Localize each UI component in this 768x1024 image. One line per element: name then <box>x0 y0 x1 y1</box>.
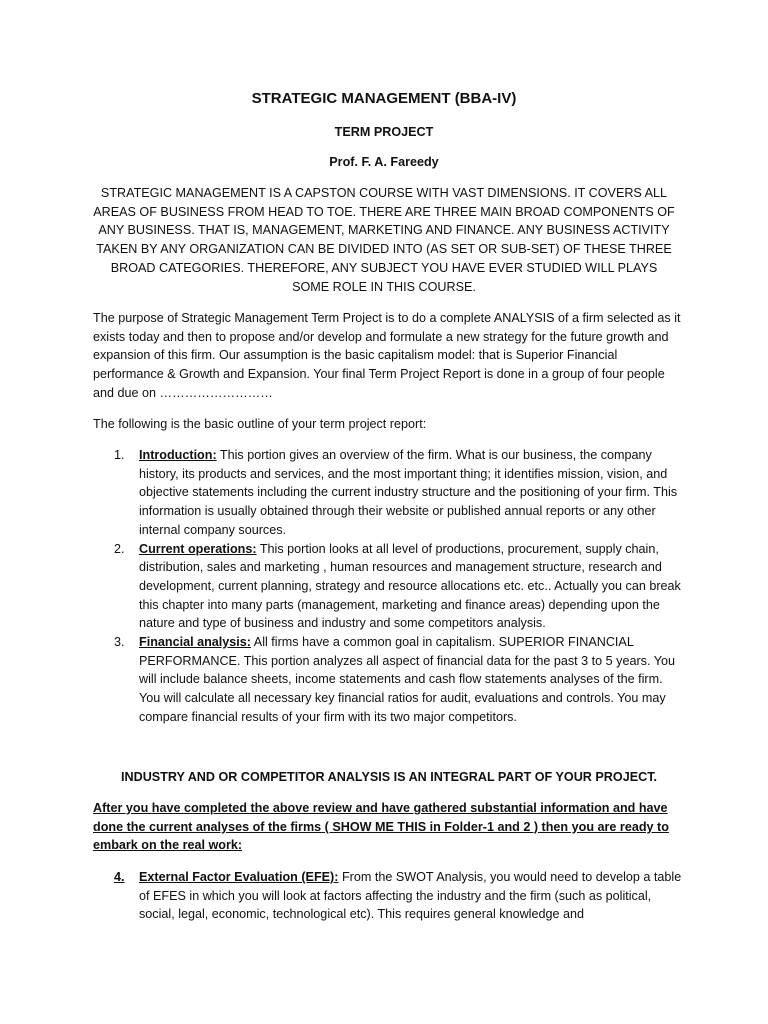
list-number: 3. <box>114 635 125 650</box>
outline-intro: The following is the basic outline of your term project report: <box>93 417 427 431</box>
document-subtitle: TERM PROJECT <box>334 125 434 139</box>
list-item <box>93 446 683 540</box>
list-text: All firms have a common goal in capitalism. SUPERIOR FINANCIAL PERFORMANCE. This portion analyzes all aspect of financial data for the past 3 to 5 years. You will include balance sheets, income statements and cash flow statements analyses of the firm. You will calculate all necessary key financial ratios for audit, evaluations and controls. You may compare financial results of your firm with its two major competitors. <box>139 635 675 724</box>
list-item <box>93 868 683 924</box>
list-term: External Factor Evaluation (EFE): <box>139 870 339 884</box>
list-number: 4. <box>114 870 125 884</box>
list-number: 2. <box>114 541 125 556</box>
list-term: Introduction: <box>139 448 217 462</box>
intro-paragraph: STRATEGIC MANAGEMENT IS A CAPSTON COURSE WITH VAST DIMENSIONS. IT COVERS ALL AREAS OF BUSINESS FROM HEAD TO TOE. THERE ARE THREE MAIN BROAD COMPONENTS OF ANY BUSINESS. THAT IS, MANAGEMENT, MARKETING AND FINANCE. ANY BUSINESS ACTIVITY TAKEN BY ANY ORGANIZATION CAN BE DIVIDED INTO (AS SET OR SUB-SET) OF THESE THREE BROAD CATEGORIES. THEREFORE, ANY SUBJECT YOU HAVE EVER STUDIED WILL PLAYS SOME ROLE IN THIS COURSE. <box>93 186 675 294</box>
purpose-paragraph: The purpose of Strategic Management Term Project is to do a complete ANALYSIS of a firm selected as it exists today and then to propose and/or develop and formulate a new strategy for the future growth and expansion of this firm. Our assumption is the basic capitalism model: that is Superior Financial performance & Growth and Expansion. Your final Term Project Report is done in a group of four people and due on ……………………… <box>93 311 681 400</box>
outline-list-continued <box>93 868 683 924</box>
list-item <box>93 540 683 634</box>
list-term: Financial analysis: <box>139 635 251 650</box>
list-text: This portion looks at all level of productions, procurement, supply chain, distribution, sales and marketing , human resources and management structure, research and development, current planning, strategy and resource allocations etc. etc.. Actually you can break this chapter into many parts (management, marketing and finance areas) depending upon the nature and type of business and industry and some competitors analysis. <box>139 541 681 631</box>
author-line: Prof. F. A. Fareedy <box>329 155 439 169</box>
list-term: Current operations: <box>139 541 257 556</box>
document-title: STRATEGIC MANAGEMENT (BBA-IV) <box>251 90 517 107</box>
outline-list <box>93 446 683 727</box>
list-number: 1. <box>114 448 125 462</box>
review-note: After you have completed the above review and have gathered substantial information and have done the current analyses of the firms ( SHOW ME THIS in Folder-1 and 2 ) then you are ready to embark on the real work: <box>93 801 669 853</box>
list-item <box>93 633 683 727</box>
list-text: From the SWOT Analysis, you would need to develop a table of EFES in which you will look at factors affecting the industry and the firm (such as political, social, legal, economic, technological etc). This requires general knowledge and <box>139 870 682 922</box>
list-text: This portion gives an overview of the firm. What is our business, the company history, its products and services, and the most important thing; it identifies mission, vision, and objective statements including the current industry structure and the positioning of your firm. This information is usually obtained through their website or published annual reports or any other internal company sources. <box>139 448 678 537</box>
industry-note: INDUSTRY AND OR COMPETITOR ANALYSIS IS AN INTEGRAL PART OF YOUR PROJECT. <box>121 770 657 784</box>
